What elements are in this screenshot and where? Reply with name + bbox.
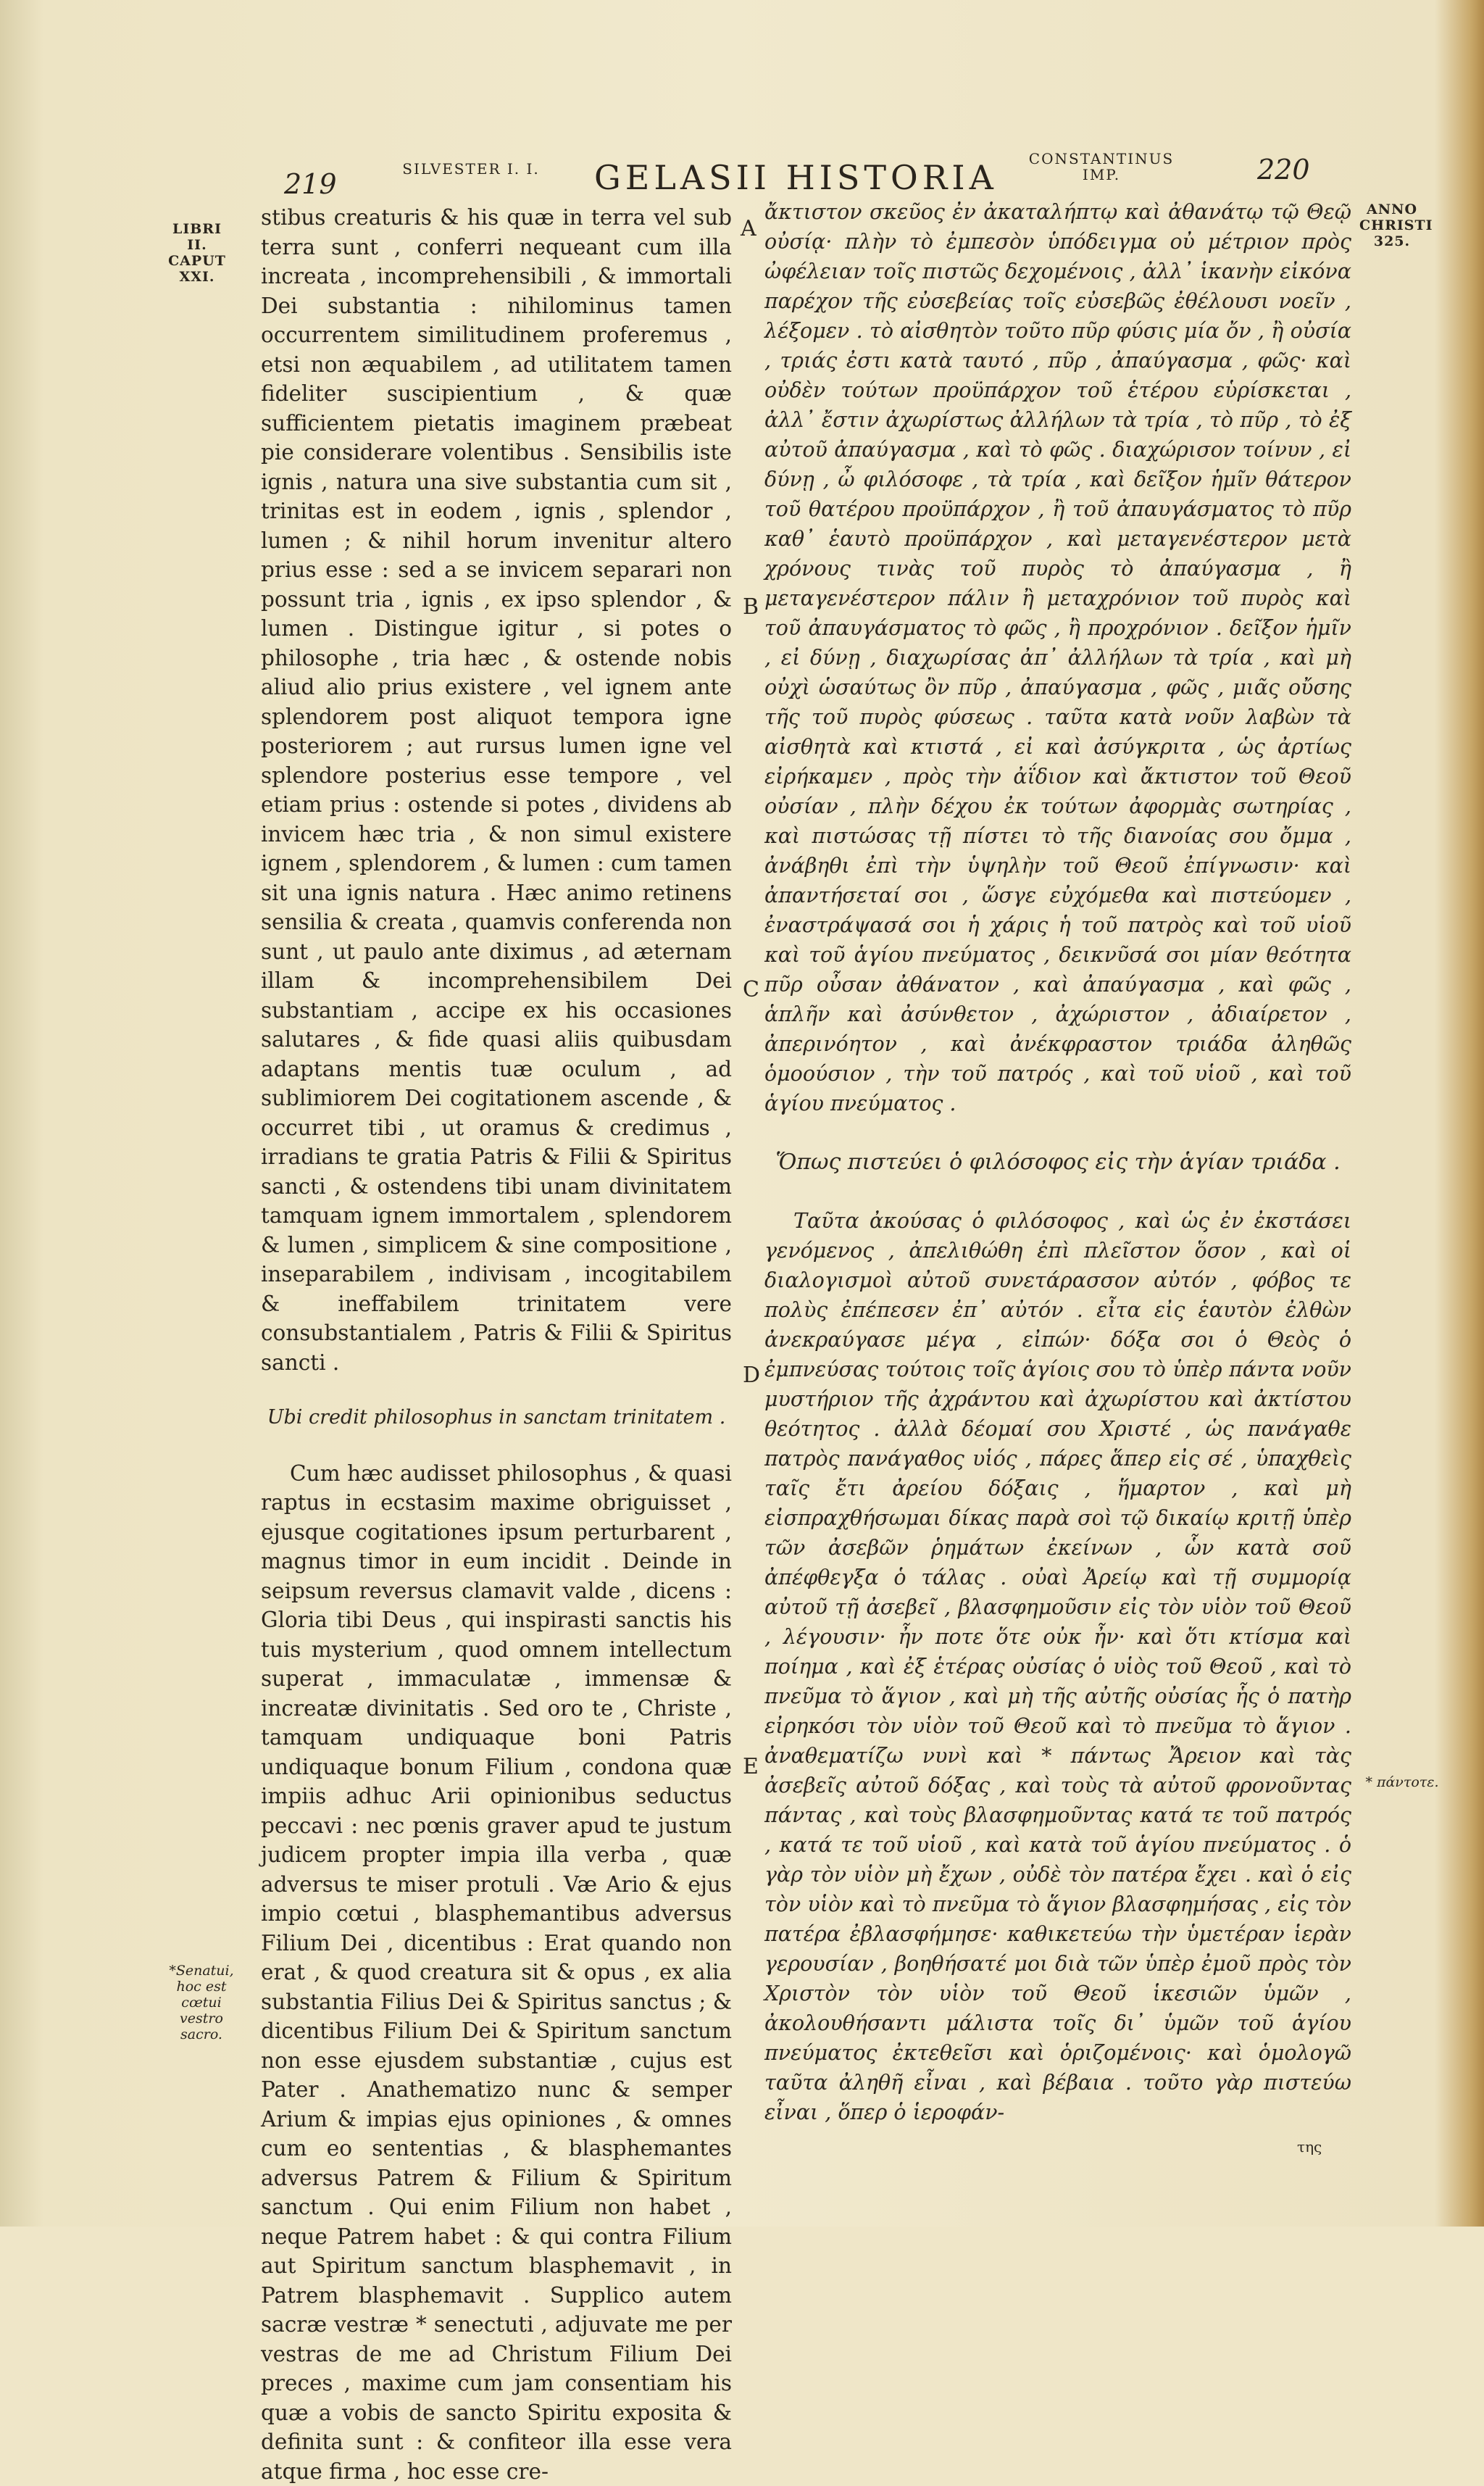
page-number-left: 219 [284, 168, 337, 200]
anno-christi-label: ANNO CHRISTI 325. [1359, 201, 1425, 249]
section-letter-b: B [743, 594, 759, 620]
section-letter-e: E [743, 1754, 759, 1779]
latin-section-heading: Ubi credit philosophus in sanctam trinitatem . [261, 1403, 732, 1433]
latin-column [261, 203, 732, 2486]
latin-paragraph-2: Cum hæc audisset philosophus , & quasi raptus in ecstasim maxime obriguisset , ejusque cogitationes ipsum perturbarent , magnus timor in eum incidit . Deinde in seipsum reversus clamavit valde , dicens : Gloria tibi Deus , qui inspirasti sanctis his tuis mysterium , quod omnem intellectum superat , immaculatæ , immensæ & increatæ divinitatis . Sed oro te , Christe , tamquam undiquaque boni Patris undiquaque bonum Filium , condona quæ impiis adhuc Arii opinionibus seductus peccavi : nec pœnis graver apud te justum judicem propter impia illa verba , quæ adversus te miser protuli . Væ Ario & ejus impio cœtui , blasphemantibus adversus Filium Dei , dicentibus : Erat quando non erat , & quod creatura sit & opus , ex alia substantia Filius Dei & Spiritus sanctus ; & dicentibus Filium Dei & Spiritum sanctum non esse ejusdem substantiæ , cujus est Pater . Anathematizo nunc & semper Arium & impias ejus opiniones , & omnes cum eo sententias , & blasphemantes adversus Patrem & Filium & Spiritum sanctum . Qui enim Filium non habet , neque Patrem habet : & qui contra Filium aut Spiritum sanctum blasphemavit , in Patrem blasphemavit . Supplico autem sacræ vestræ * senectuti , adjuvate me per vestras de me ad Christum Filium Dei preces , maxime cum jam consentiam his quæ a vobis de sancto Spiritu exposita & definita sunt : & confiteor illa esse vera atque firma , hoc esse cre- [261, 1459, 732, 2486]
section-letter-c: C [743, 977, 759, 1002]
greek-section-heading: Ὅπως πιστεύει ὁ φιλόσοφος εἰς τὴν ἁγίαν τριάδα . [764, 1147, 1351, 1177]
chapter-label: LIBRI II. CAPUT XXI. [161, 221, 233, 285]
ruler-right: CONSTANTINUS IMP. [1007, 151, 1196, 183]
page-title: GELASII HISTORIA [594, 158, 998, 197]
section-letter-a: A [741, 216, 756, 241]
greek-paragraph-1: ἄκτιστον σκεῦος ἐν ἀκαταλήπτῳ καὶ ἀθανάτῳ τῷ Θεῷ οὐσίᾳ· πλὴν τὸ ἐμπεσὸν ὑπόδειγμα οὐ μέτριον πρὸς ὠφέλειαν τοῖς πιστῶς δεχομένοις , ἀλλ᾽ ἱκανὴν εἰκόνα παρέχον τῆς εὐσεβείας τοῖς εὐσεβῶς ἐθέλουσι νοεῖν , λέξομεν . τὸ αἰσθητὸν τοῦτο πῦρ φύσις μία ὄν , ἢ οὐσία , τριάς ἐστι κατὰ ταυτό , πῦρ , ἀπαύγασμα , φῶς· καὶ οὐδὲν τούτων προϋπάρχον τοῦ ἑτέρου εὑρίσκεται , ἀλλ᾽ ἔστιν ἀχωρίστως ἀλλήλων τὰ τρία , τὸ πῦρ , τὸ ἐξ αὐτοῦ ἀπαύγασμα , καὶ τὸ φῶς . διαχώρισον τοίνυν , εἰ δύνῃ , ὦ φιλόσοφε , τὰ τρία , καὶ δεῖξον ἡμῖν θάτερον τοῦ θατέρου προϋπάρχον , ἢ τοῦ ἀπαυγάσματος τὸ πῦρ καθ᾽ ἑαυτὸ προϋπάρχον , καὶ μεταγενέστερον μετὰ χρόνους τινὰς τοῦ πυρὸς τὸ ἀπαύγασμα , ἢ μεταγενέστερον πάλιν ἢ μεταχρόνιον τοῦ πυρὸς καὶ τοῦ ἀπαυγάσματος τὸ φῶς , ἢ προχρόνιον . δεῖξον ἡμῖν , εἰ δύνῃ , διαχωρίσας ἀπ᾽ ἀλλήλων τὰ τρία , καὶ μὴ οὐχὶ ὡσαύτως ὂν πῦρ , ἀπαύγασμα , φῶς , μιᾶς οὔσης τῆς τοῦ πυρὸς φύσεως . ταῦτα κατὰ νοῦν λαβὼν τὰ αἰσθητὰ καὶ κτιστά , εἰ καὶ ἀσύγκριτα , ὡς ἀρτίως εἰρήκαμεν , πρὸς τὴν ἀΐδιον καὶ ἄκτιστον τοῦ Θεοῦ οὐσίαν , πλὴν δέχου ἐκ τούτων ἀφορμὰς σωτηρίας , καὶ πιστώσας τῇ πίστει τὸ τῆς διανοίας σου ὄμμα , ἀνάβηθι ἐπὶ τὴν ὑψηλὴν τοῦ Θεοῦ ἐπίγνωσιν· καὶ ἀπαντήσεταί σοι , ὥσγε εὐχόμεθα καὶ πιστεύομεν , ἐναστράψασά σοι ἡ χάρις ἡ τοῦ πατρὸς καὶ τοῦ υἱοῦ καὶ τοῦ ἁγίου πνεύματος , δεικνῦσά σοι μίαν θεότητα πῦρ οὖσαν ἀθάνατον , καὶ ἀπαύγασμα , καὶ φῶς , ἁπλῆν καὶ ἀσύνθετον , ἀχώριστον , ἀδιαίρετον , ἀπερινόητον , καὶ ἀνέκφραστον τριάδα ἀληθῶς ὁμοούσιον , τὴν τοῦ πατρός , καὶ τοῦ υἱοῦ , καὶ τοῦ ἁγίου πνεύματος . [764, 197, 1351, 1118]
latin-paragraph-1: stibus creaturis & his quæ in terra vel sub terra sunt , conferri nequeant cum illa increata , incomprehensibili , & immortali Dei substantia : nihilominus tamen occurrentem similitudinem proferemus , etsi non æquabilem , ad utilitatem tamen fideliter suscipientium , & quæ sufficientem pietatis imaginem præbeat pie considerare volentibus . Sensibilis iste ignis , natura una sive substantia cum sit , trinitas est in eodem , ignis , splendor , lumen ; & nihil horum invenitur altero prius esse : sed a se invicem separari non possunt tria , ignis , ex ipso splendor , & lumen . Distingue igitur , si potes o philosophe , tria hæc , & ostende nobis aliud alio prius existere , vel ignem ante splendorem post aliquot tempora igne posteriorem ; aut rursus lumen igne vel splendore posterius esse tempore , vel etiam prius : ostende si potes , dividens ab invicem hæc tria , & non simul existere ignem , splendorem , & lumen : cum tamen sit una ignis natura . Hæc animo retinens sensilia & creata , quamvis conferenda non sunt , ut paulo ante diximus , ad æternam illam & incomprehensibilem Dei substantiam , accipe ex his occasiones salutares , & fide quasi aliis quibusdam adaptans mentis tuæ oculum , ad sublimiorem Dei cogitationem ascende , & occurret tibi , ut oramus & credimus , irradians te gratia Patris & Filii & Spiritus sancti , & ostendens tibi unam divinitatem tamquam ignem immortalem , splendorem & lumen , simplicem & sine compositione , inseparabilem , indivisam , incogitabilem & ineffabilem trinitatem vere consubstantialem , Patris & Filii & Spiritus sancti . [261, 203, 732, 1377]
margin-note-senatui: *Senatui, hoc est cœtui vestro sacro. [158, 1963, 245, 2042]
page-number-right: 220 [1257, 154, 1310, 186]
greek-paragraph-2: Ταῦτα ἀκούσας ὁ φιλόσοφος , καὶ ὡς ἐν ἐκστάσει γενόμενος , ἀπελιθώθη ἐπὶ πλεῖστον ὅσον , καὶ οἱ διαλογισμοὶ αὐτοῦ συνετάρασσον αὐτόν , φόβος τε πολὺς ἐπέπεσεν ἐπ᾽ αὐτόν . εἶτα εἰς ἑαυτὸν ἐλθὼν ἀνεκραύγασε μέγα , εἰπών· δόξα σοι ὁ Θεὸς ὁ ἐμπνεύσας τούτοις τοῖς ἁγίοις σου τὸ ὑπὲρ πάντα νοῦν μυστήριον τῆς ἀχράντου καὶ ἀχωρίστου καὶ ἀκτίστου θεότητος . ἀλλὰ δέομαί σου Χριστέ , ὡς πανάγαθε πατρὸς πανάγαθος υἱός , πάρες ἅπερ εἰς σέ , ὑπαχθεὶς ταῖς ἔτι ἀρείου δόξαις , ἥμαρτον , καὶ μὴ εἰσπραχθήσωμαι δίκας παρὰ σοὶ τῷ δικαίῳ κριτῇ ὑπὲρ τῶν ἀσεβῶν ῥημάτων ἐκείνων , ὧν κατὰ σοῦ ἀπέφθεγξα ὁ τάλας . οὐαὶ Ἀρείῳ καὶ τῇ συμμορίᾳ αὐτοῦ τῇ ἀσεβεῖ , βλασφημοῦσιν εἰς τὸν υἱὸν τοῦ Θεοῦ , λέγουσιν· ἦν ποτε ὅτε οὐκ ἦν· καὶ ὅτι κτίσμα καὶ ποίημα , καὶ ἐξ ἑτέρας οὐσίας ὁ υἱὸς τοῦ Θεοῦ , καὶ τὸ πνεῦμα τὸ ἅγιον , καὶ μὴ τῆς αὐτῆς οὐσίας ἧς ὁ πατὴρ εἰρηκόσι τὸν υἱὸν τοῦ Θεοῦ καὶ τὸ πνεῦμα τὸ ἅγιον . ἀναθεματίζω νυνὶ καὶ * πάντως Ἄρειον καὶ τὰς ἀσεβεῖς αὐτοῦ δόξας , καὶ τοὺς τὰ αὐτοῦ φρονοῦντας πάντας , καὶ τοὺς βλασφημοῦντας κατά τε τοῦ πατρός , κατά τε τοῦ υἱοῦ , καὶ κατὰ τοῦ ἁγίου πνεύματος . ὁ γὰρ τὸν υἱὸν μὴ ἔχων , οὐδὲ τὸν πατέρα ἔχει . καὶ ὁ εἰς τὸν υἱὸν καὶ τὸ πνεῦμα τὸ ἅγιον βλασφημήσας , εἰς τὸν πατέρα ἐβλασφήμησε· καθικετεύω τὴν ὑμετέραν ἱερὰν γερουσίαν , βοηθήσατέ μοι διὰ τῶν ὑπὲρ ἐμοῦ πρὸς τὸν Χριστὸν τὸν υἱὸν τοῦ Θεοῦ ἱκεσιῶν ὑμῶν , ἀκολουθήσαντι μάλιστα τοῖς δι᾽ ὑμῶν τοῦ ἁγίου πνεύματος ἐκτεθεῖσι καὶ ὁριζομένοις· καὶ ὁμολογῶ ταῦτα ἀληθῆ εἶναι , καὶ βέβαια . τοῦτο γὰρ πιστεύω εἶναι , ὅπερ ὁ ἱεροφάν- [764, 1206, 1351, 2127]
section-letter-d: D [743, 1363, 760, 1388]
margin-note-pantote: * πάντοτε. [1362, 1774, 1442, 1790]
greek-column [764, 197, 1351, 2127]
catchword: της [1297, 2138, 1322, 2155]
ruler-left: SILVESTER I. I. [395, 161, 547, 177]
